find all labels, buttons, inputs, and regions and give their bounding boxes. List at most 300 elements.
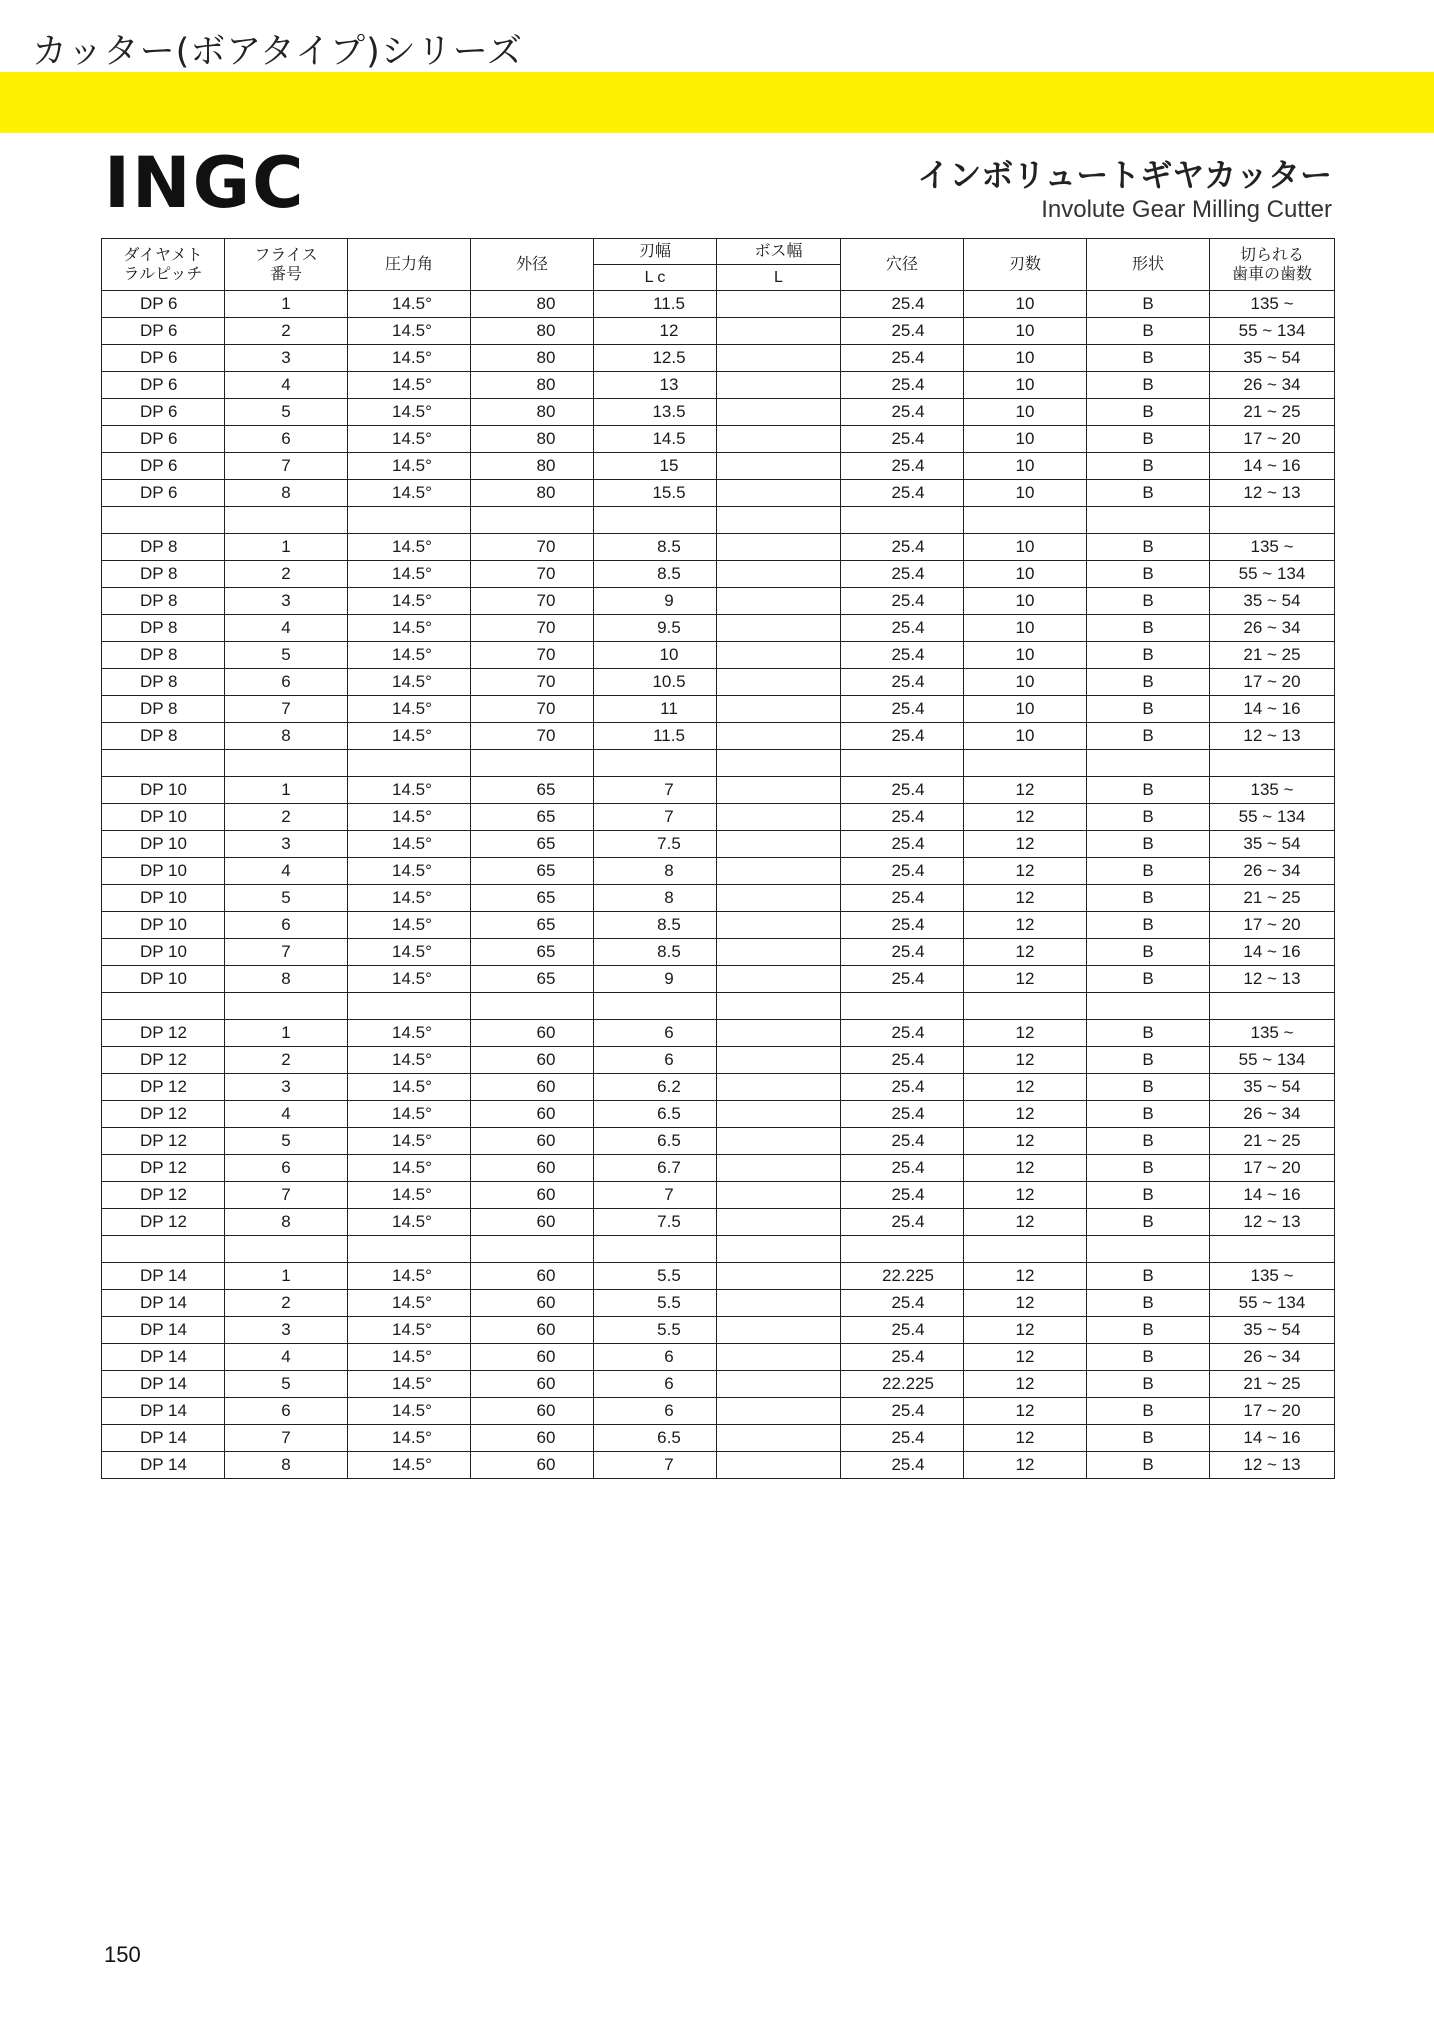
cutter-number-cell: 5 [225, 642, 348, 669]
table-row [102, 318, 1335, 345]
header-boss-width: ボス幅 [717, 239, 841, 265]
teeth-cell: 10 [964, 669, 1087, 696]
outer-diameter-cell: 60 [471, 1155, 594, 1182]
outer-diameter-cell: 80 [471, 291, 594, 318]
shape-cell: B [1087, 453, 1210, 480]
pressure-angle-cell: 14.5° [348, 1101, 471, 1128]
teeth-cell: 10 [964, 642, 1087, 669]
blade-width-cell: 6.2 [594, 1074, 717, 1101]
shape-cell: B [1087, 561, 1210, 588]
gear-range-cell: 35 ~ 54 [1210, 588, 1335, 615]
teeth-cell [964, 750, 1087, 777]
teeth-cell: 10 [964, 561, 1087, 588]
cutter-number-cell: 1 [225, 777, 348, 804]
gear-range-cell: 26 ~ 34 [1210, 858, 1335, 885]
table-row [102, 669, 1335, 696]
header-pitch: ダイヤメト ラルピッチ [102, 239, 225, 291]
outer-diameter-cell: 60 [471, 1263, 594, 1290]
blade-width-cell: 13.5 [594, 399, 717, 426]
shape-cell: B [1087, 912, 1210, 939]
bore-cell [841, 1236, 964, 1263]
pitch-cell: DP 12 [102, 1020, 225, 1047]
spacer-row [102, 993, 1335, 1020]
teeth-cell: 12 [964, 1101, 1087, 1128]
pressure-angle-cell: 14.5° [348, 345, 471, 372]
blade-width-cell: 7 [594, 1182, 717, 1209]
teeth-cell: 12 [964, 1182, 1087, 1209]
shape-cell: B [1087, 615, 1210, 642]
teeth-cell: 12 [964, 966, 1087, 993]
blade-width-cell: 8.5 [594, 939, 717, 966]
pressure-angle-cell: 14.5° [348, 831, 471, 858]
pressure-angle-cell: 14.5° [348, 1344, 471, 1371]
cutter-number-cell: 4 [225, 372, 348, 399]
gear-range-cell: 26 ~ 34 [1210, 1101, 1335, 1128]
cutter-number-cell: 2 [225, 1290, 348, 1317]
shape-cell: B [1087, 1317, 1210, 1344]
table-row [102, 939, 1335, 966]
pitch-cell: DP 6 [102, 318, 225, 345]
gear-range-cell: 21 ~ 25 [1210, 1371, 1335, 1398]
pitch-cell: DP 10 [102, 885, 225, 912]
shape-cell: B [1087, 1344, 1210, 1371]
pitch-cell: DP 10 [102, 804, 225, 831]
blade-width-cell: 8 [594, 858, 717, 885]
teeth-cell: 10 [964, 615, 1087, 642]
pressure-angle-cell: 14.5° [348, 291, 471, 318]
boss-width-cell [717, 453, 841, 480]
blade-width-cell: 5.5 [594, 1317, 717, 1344]
boss-width-cell [717, 318, 841, 345]
bore-cell: 25.4 [841, 480, 964, 507]
outer-diameter-cell: 60 [471, 1344, 594, 1371]
pressure-angle-cell: 14.5° [348, 1155, 471, 1182]
gear-range-cell: 135 ~ [1210, 1263, 1335, 1290]
outer-diameter-cell: 60 [471, 1047, 594, 1074]
outer-diameter-cell: 60 [471, 1128, 594, 1155]
gear-range-cell: 26 ~ 34 [1210, 372, 1335, 399]
shape-cell: B [1087, 804, 1210, 831]
yellow-band [0, 72, 1434, 133]
outer-diameter-cell: 80 [471, 372, 594, 399]
boss-width-cell [717, 291, 841, 318]
pitch-cell: DP 8 [102, 642, 225, 669]
bore-cell: 22.225 [841, 1263, 964, 1290]
boss-width-cell [717, 912, 841, 939]
cutter-number-cell: 1 [225, 291, 348, 318]
cutter-number-cell: 1 [225, 534, 348, 561]
pressure-angle-cell: 14.5° [348, 858, 471, 885]
shape-cell: B [1087, 1020, 1210, 1047]
pitch-cell: DP 10 [102, 966, 225, 993]
shape-cell: B [1087, 1452, 1210, 1479]
gear-range-cell [1210, 993, 1335, 1020]
boss-width-cell [717, 669, 841, 696]
boss-width-cell [717, 1182, 841, 1209]
blade-width-cell: 8 [594, 885, 717, 912]
blade-width-cell: 7.5 [594, 1209, 717, 1236]
blade-width-cell: 10 [594, 642, 717, 669]
shape-cell: B [1087, 831, 1210, 858]
outer-diameter-cell: 70 [471, 588, 594, 615]
boss-width-cell [717, 1209, 841, 1236]
pressure-angle-cell: 14.5° [348, 1425, 471, 1452]
gear-range-cell [1210, 1236, 1335, 1263]
bore-cell: 25.4 [841, 1128, 964, 1155]
shape-cell: B [1087, 885, 1210, 912]
cutter-number-cell [225, 750, 348, 777]
cutter-number-cell: 4 [225, 1101, 348, 1128]
blade-width-cell: 10.5 [594, 669, 717, 696]
outer-diameter-cell: 65 [471, 858, 594, 885]
gear-range-cell: 14 ~ 16 [1210, 1182, 1335, 1209]
pressure-angle-cell: 14.5° [348, 1047, 471, 1074]
bore-cell: 25.4 [841, 885, 964, 912]
bore-cell: 25.4 [841, 372, 964, 399]
bore-cell: 25.4 [841, 426, 964, 453]
table-row [102, 1344, 1335, 1371]
cutter-number-cell: 3 [225, 345, 348, 372]
boss-width-cell [717, 1101, 841, 1128]
blade-width-cell: 6 [594, 1371, 717, 1398]
blade-width-cell: 12 [594, 318, 717, 345]
table-row [102, 1101, 1335, 1128]
gear-range-cell: 12 ~ 13 [1210, 1452, 1335, 1479]
boss-width-cell [717, 1263, 841, 1290]
boss-width-cell [717, 723, 841, 750]
cutter-number-cell: 4 [225, 858, 348, 885]
teeth-cell: 12 [964, 885, 1087, 912]
outer-diameter-cell: 65 [471, 777, 594, 804]
outer-diameter-cell: 80 [471, 480, 594, 507]
table-row [102, 1182, 1335, 1209]
header-gear-range: 切られる 歯車の歯数 [1210, 239, 1335, 291]
header-outer-diameter: 外径 [471, 239, 594, 291]
boss-width-cell [717, 561, 841, 588]
pressure-angle-cell: 14.5° [348, 615, 471, 642]
product-title-en: Involute Gear Milling Cutter [1041, 196, 1332, 223]
blade-width-cell: 8.5 [594, 534, 717, 561]
shape-cell: B [1087, 1128, 1210, 1155]
teeth-cell: 10 [964, 345, 1087, 372]
table-row [102, 912, 1335, 939]
teeth-cell: 10 [964, 291, 1087, 318]
boss-width-cell [717, 1425, 841, 1452]
table-row [102, 1317, 1335, 1344]
table-row [102, 831, 1335, 858]
shape-cell: B [1087, 1263, 1210, 1290]
pressure-angle-cell: 14.5° [348, 1074, 471, 1101]
boss-width-cell [717, 1236, 841, 1263]
boss-width-cell [717, 804, 841, 831]
teeth-cell: 10 [964, 696, 1087, 723]
pitch-cell: DP 8 [102, 615, 225, 642]
gear-range-cell: 55 ~ 134 [1210, 318, 1335, 345]
table-row [102, 480, 1335, 507]
teeth-cell: 10 [964, 453, 1087, 480]
cutter-number-cell: 7 [225, 1182, 348, 1209]
pressure-angle-cell: 14.5° [348, 669, 471, 696]
outer-diameter-cell: 70 [471, 696, 594, 723]
bore-cell: 25.4 [841, 1317, 964, 1344]
blade-width-cell: 7 [594, 1452, 717, 1479]
pressure-angle-cell: 14.5° [348, 534, 471, 561]
pressure-angle-cell: 14.5° [348, 1371, 471, 1398]
outer-diameter-cell: 70 [471, 561, 594, 588]
table-row [102, 399, 1335, 426]
pitch-cell: DP 6 [102, 399, 225, 426]
teeth-cell [964, 507, 1087, 534]
outer-diameter-cell: 80 [471, 453, 594, 480]
blade-width-cell: 5.5 [594, 1263, 717, 1290]
blade-width-cell: 8.5 [594, 912, 717, 939]
header-pressure-angle: 圧力角 [348, 239, 471, 291]
spacer-row [102, 507, 1335, 534]
gear-range-cell: 135 ~ [1210, 1020, 1335, 1047]
outer-diameter-cell: 70 [471, 615, 594, 642]
boss-width-cell [717, 885, 841, 912]
bore-cell: 25.4 [841, 1047, 964, 1074]
boss-width-cell [717, 939, 841, 966]
gear-range-cell: 12 ~ 13 [1210, 1209, 1335, 1236]
pressure-angle-cell: 14.5° [348, 426, 471, 453]
pressure-angle-cell: 14.5° [348, 1128, 471, 1155]
cutter-number-cell: 8 [225, 966, 348, 993]
bore-cell: 25.4 [841, 1020, 964, 1047]
blade-width-cell [594, 750, 717, 777]
blade-width-cell: 7.5 [594, 831, 717, 858]
outer-diameter-cell: 60 [471, 1182, 594, 1209]
table-row [102, 453, 1335, 480]
boss-width-cell [717, 1128, 841, 1155]
outer-diameter-cell: 70 [471, 642, 594, 669]
blade-width-cell [594, 1236, 717, 1263]
table-row [102, 1074, 1335, 1101]
pressure-angle-cell: 14.5° [348, 804, 471, 831]
shape-cell: B [1087, 1290, 1210, 1317]
pitch-cell: DP 8 [102, 561, 225, 588]
outer-diameter-cell: 65 [471, 966, 594, 993]
header-bore: 穴径 [841, 239, 964, 291]
shape-cell: B [1087, 1209, 1210, 1236]
bore-cell: 25.4 [841, 804, 964, 831]
pitch-cell: DP 10 [102, 912, 225, 939]
gear-range-cell: 26 ~ 34 [1210, 1344, 1335, 1371]
cutter-number-cell: 2 [225, 804, 348, 831]
boss-width-cell [717, 1344, 841, 1371]
gear-range-cell: 14 ~ 16 [1210, 453, 1335, 480]
pitch-cell: DP 6 [102, 453, 225, 480]
gear-range-cell: 35 ~ 54 [1210, 1074, 1335, 1101]
boss-width-cell [717, 777, 841, 804]
bore-cell: 25.4 [841, 1290, 964, 1317]
teeth-cell: 12 [964, 1020, 1087, 1047]
boss-width-cell [717, 507, 841, 534]
outer-diameter-cell: 65 [471, 885, 594, 912]
teeth-cell: 12 [964, 1155, 1087, 1182]
outer-diameter-cell: 65 [471, 939, 594, 966]
blade-width-cell: 9.5 [594, 615, 717, 642]
pitch-cell: DP 8 [102, 723, 225, 750]
cutter-number-cell: 8 [225, 1452, 348, 1479]
shape-cell: B [1087, 1425, 1210, 1452]
gear-range-cell: 17 ~ 20 [1210, 669, 1335, 696]
teeth-cell: 10 [964, 426, 1087, 453]
shape-cell: B [1087, 669, 1210, 696]
pressure-angle-cell: 14.5° [348, 1209, 471, 1236]
pressure-angle-cell: 14.5° [348, 1452, 471, 1479]
pressure-angle-cell: 14.5° [348, 723, 471, 750]
teeth-cell: 12 [964, 1128, 1087, 1155]
pitch-cell [102, 507, 225, 534]
table-row [102, 1371, 1335, 1398]
spec-table-body [102, 291, 1335, 1479]
pressure-angle-cell: 14.5° [348, 777, 471, 804]
table-row [102, 885, 1335, 912]
bore-cell: 22.225 [841, 1371, 964, 1398]
gear-range-cell: 55 ~ 134 [1210, 804, 1335, 831]
pitch-cell: DP 14 [102, 1398, 225, 1425]
blade-width-cell: 6 [594, 1398, 717, 1425]
boss-width-cell [717, 1317, 841, 1344]
pressure-angle-cell [348, 507, 471, 534]
teeth-cell: 12 [964, 939, 1087, 966]
gear-range-cell: 55 ~ 134 [1210, 561, 1335, 588]
gear-range-cell: 35 ~ 54 [1210, 345, 1335, 372]
cutter-number-cell: 4 [225, 1344, 348, 1371]
shape-cell: B [1087, 399, 1210, 426]
bore-cell: 25.4 [841, 588, 964, 615]
blade-width-cell: 15.5 [594, 480, 717, 507]
cutter-number-cell: 5 [225, 1128, 348, 1155]
shape-cell: B [1087, 534, 1210, 561]
table-row [102, 642, 1335, 669]
header-lc: L c [594, 265, 717, 291]
teeth-cell: 10 [964, 372, 1087, 399]
shape-cell: B [1087, 426, 1210, 453]
bore-cell: 25.4 [841, 453, 964, 480]
gear-range-cell: 135 ~ [1210, 777, 1335, 804]
blade-width-cell: 6 [594, 1047, 717, 1074]
pitch-cell: DP 8 [102, 534, 225, 561]
teeth-cell: 10 [964, 480, 1087, 507]
gear-range-cell [1210, 507, 1335, 534]
cutter-number-cell: 7 [225, 939, 348, 966]
pitch-cell: DP 8 [102, 588, 225, 615]
gear-range-cell: 55 ~ 134 [1210, 1047, 1335, 1074]
bore-cell: 25.4 [841, 1425, 964, 1452]
cutter-number-cell: 2 [225, 318, 348, 345]
bore-cell: 25.4 [841, 1155, 964, 1182]
cutter-number-cell: 6 [225, 1398, 348, 1425]
boss-width-cell [717, 372, 841, 399]
pressure-angle-cell: 14.5° [348, 885, 471, 912]
table-row [102, 1020, 1335, 1047]
bore-cell: 25.4 [841, 966, 964, 993]
blade-width-cell: 6.5 [594, 1128, 717, 1155]
cutter-number-cell: 7 [225, 453, 348, 480]
teeth-cell [964, 1236, 1087, 1263]
gear-range-cell: 12 ~ 13 [1210, 480, 1335, 507]
gear-range-cell: 17 ~ 20 [1210, 426, 1335, 453]
pitch-cell: DP 8 [102, 696, 225, 723]
pressure-angle-cell: 14.5° [348, 318, 471, 345]
boss-width-cell [717, 615, 841, 642]
bore-cell: 25.4 [841, 912, 964, 939]
outer-diameter-cell: 60 [471, 1074, 594, 1101]
blade-width-cell: 6 [594, 1020, 717, 1047]
pressure-angle-cell: 14.5° [348, 642, 471, 669]
pressure-angle-cell: 14.5° [348, 1290, 471, 1317]
pitch-cell: DP 14 [102, 1344, 225, 1371]
outer-diameter-cell [471, 1236, 594, 1263]
boss-width-cell [717, 966, 841, 993]
pressure-angle-cell: 14.5° [348, 399, 471, 426]
table-row [102, 588, 1335, 615]
boss-width-cell [717, 1371, 841, 1398]
outer-diameter-cell: 65 [471, 912, 594, 939]
pressure-angle-cell [348, 1236, 471, 1263]
gear-range-cell: 35 ~ 54 [1210, 1317, 1335, 1344]
bore-cell: 25.4 [841, 696, 964, 723]
table-row [102, 723, 1335, 750]
outer-diameter-cell: 80 [471, 345, 594, 372]
pressure-angle-cell: 14.5° [348, 1317, 471, 1344]
shape-cell: B [1087, 858, 1210, 885]
cutter-number-cell: 4 [225, 615, 348, 642]
shape-cell: B [1087, 939, 1210, 966]
pressure-angle-cell: 14.5° [348, 1182, 471, 1209]
cutter-number-cell: 5 [225, 399, 348, 426]
teeth-cell: 12 [964, 1209, 1087, 1236]
pressure-angle-cell: 14.5° [348, 480, 471, 507]
table-row [102, 291, 1335, 318]
shape-cell: B [1087, 588, 1210, 615]
teeth-cell: 12 [964, 1344, 1087, 1371]
cutter-number-cell: 2 [225, 1047, 348, 1074]
shape-cell: B [1087, 1047, 1210, 1074]
cutter-number-cell: 6 [225, 426, 348, 453]
shape-cell: B [1087, 1398, 1210, 1425]
boss-width-cell [717, 1020, 841, 1047]
pressure-angle-cell: 14.5° [348, 372, 471, 399]
bore-cell: 25.4 [841, 1182, 964, 1209]
outer-diameter-cell [471, 750, 594, 777]
blade-width-cell [594, 993, 717, 1020]
blade-width-cell: 9 [594, 966, 717, 993]
boss-width-cell [717, 1155, 841, 1182]
bore-cell: 25.4 [841, 1344, 964, 1371]
outer-diameter-cell: 80 [471, 399, 594, 426]
blade-width-cell: 7 [594, 804, 717, 831]
page-number: 150 [104, 1942, 141, 1967]
blade-width-cell: 6.7 [594, 1155, 717, 1182]
outer-diameter-cell: 70 [471, 723, 594, 750]
pressure-angle-cell: 14.5° [348, 1020, 471, 1047]
table-row [102, 345, 1335, 372]
teeth-cell: 12 [964, 1290, 1087, 1317]
gear-range-cell: 14 ~ 16 [1210, 1425, 1335, 1452]
outer-diameter-cell: 60 [471, 1020, 594, 1047]
teeth-cell: 12 [964, 1452, 1087, 1479]
teeth-cell: 12 [964, 1398, 1087, 1425]
pitch-cell [102, 1236, 225, 1263]
pitch-cell: DP 12 [102, 1182, 225, 1209]
teeth-cell [964, 993, 1087, 1020]
bore-cell: 25.4 [841, 615, 964, 642]
shape-cell: B [1087, 966, 1210, 993]
gear-range-cell: 55 ~ 134 [1210, 1290, 1335, 1317]
